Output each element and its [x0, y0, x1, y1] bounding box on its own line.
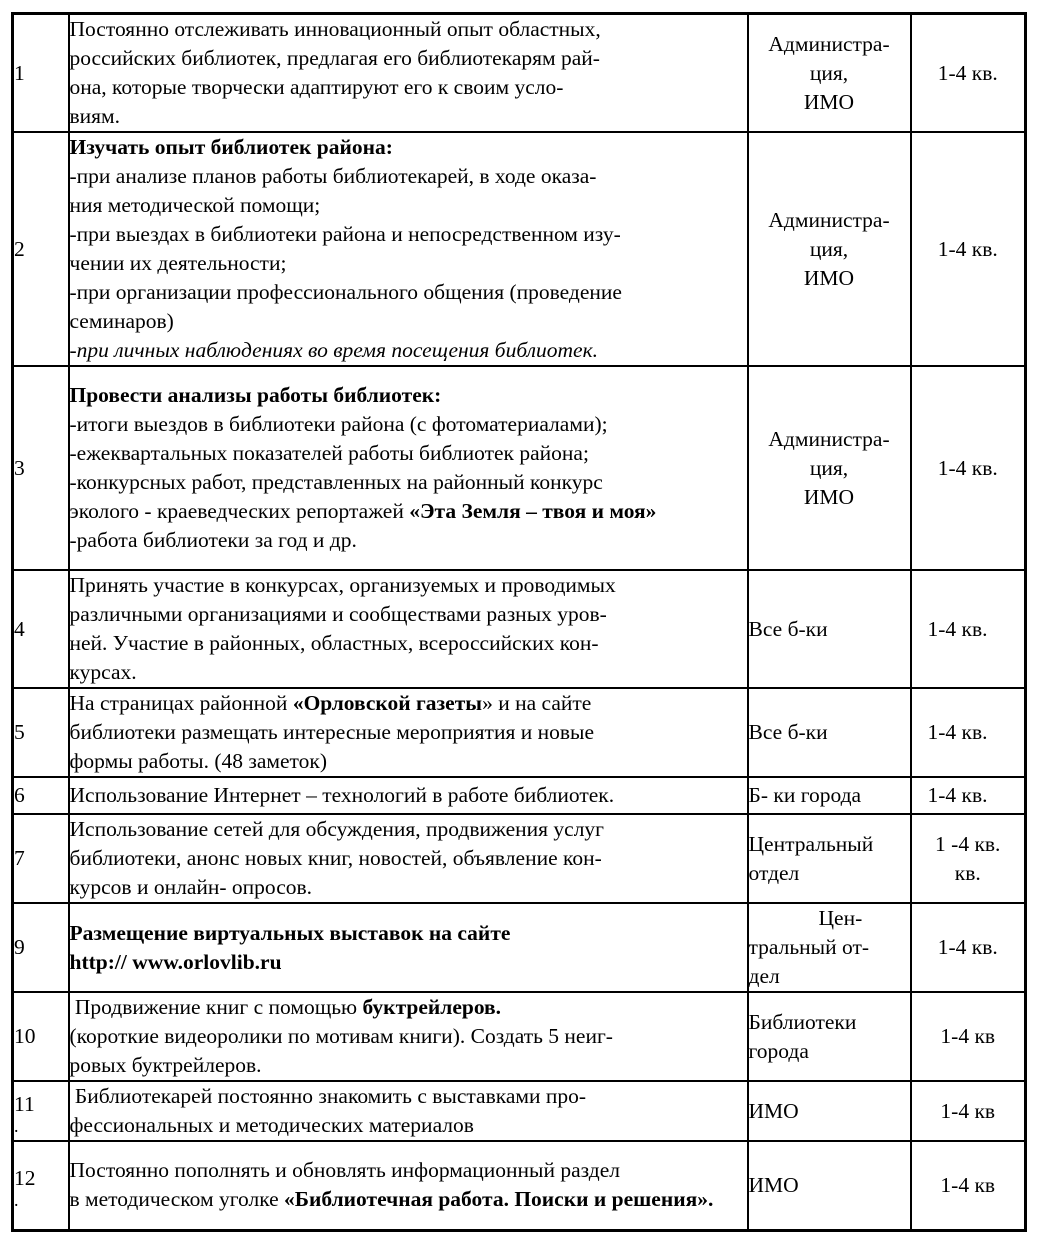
contest-title: «Эта Земля – твоя и моя»	[409, 499, 657, 523]
task-description: Постоянно пополнять и обновлять информационный раздел в методическом уголке «Библиотечная работа. Поиски и решения».	[69, 1141, 748, 1230]
row-number: 1	[13, 14, 69, 133]
row-number: 6	[13, 777, 69, 814]
period: 1-4 кв.	[911, 777, 1026, 814]
responsible-party: Все б-ки	[748, 688, 911, 777]
table-row	[13, 688, 1026, 777]
table-row	[13, 570, 1026, 688]
row-number: 4	[13, 570, 69, 688]
table-row	[13, 366, 1026, 570]
table-row	[13, 903, 1026, 992]
responsible-party: ИМО	[748, 1081, 911, 1141]
table-row	[13, 132, 1026, 366]
period: 1-4 кв.	[911, 903, 1026, 992]
responsible-party: Цен- тральный от- дел	[748, 903, 911, 992]
task-description: Библиотекарей постоянно знакомить с выставками про- фессиональных и методических материалов	[69, 1081, 748, 1141]
period: 1-4 кв.	[911, 366, 1026, 570]
row-number: 7	[13, 814, 69, 903]
corner-title: «Библиотечная работа. Поиски и решения»	[284, 1187, 708, 1212]
responsible-party: Центральный отдел	[748, 814, 911, 903]
row-number: 5	[13, 688, 69, 777]
period: 1-4 кв.	[911, 570, 1026, 688]
site-url: http:// www.orlovlib.ru	[69, 949, 282, 974]
row-number: 11 .	[13, 1081, 69, 1141]
table-row	[13, 14, 1026, 133]
task-description: Провести анализы работы библиотек: -итоги выездов в библиотеки района (с фотоматериалами); -ежеквартальных показателей работы библиотек района; -конкурсных работ, представленных на районный конкурс эколого - краеведческих репортажей «Эта Земля – твоя и моя» -работа библиотеки за год и др.	[69, 366, 748, 570]
task-description: Размещение виртуальных выставок на сайте http:// www.orlovlib.ru	[69, 903, 748, 992]
table-row	[13, 992, 1026, 1081]
responsible-party: Администра- ция, ИМО	[748, 132, 911, 366]
table-row	[13, 1081, 1026, 1141]
task-description: Изучать опыт библиотек района: -при анализе планов работы библиотекарей, в ходе оказа- ния методической помощи; -при выездах в библиотеки района и непосредственном изу- чении их деятельности; -при организации профессионального общения (проведение семинаров) -при личных наблюдениях во время посещения библиотек.	[69, 132, 748, 366]
row-number: 9	[13, 903, 69, 992]
responsible-party: Администра- ция, ИМО	[748, 366, 911, 570]
table-row	[13, 1141, 1026, 1230]
newspaper-title: «Орловской газеты	[292, 691, 483, 715]
period: 1-4 кв.	[911, 14, 1026, 133]
task-description: Принять участие в конкурсах, организуемых и проводимых различными организациями и сообществами разных уров- ней. Участие в районных, областных, всероссийских кон- курсах.	[69, 570, 748, 688]
task-description: Постоянно отслеживать инновационный опыт областных, российских библиотек, предлагая его библиотекарям рай- она, которые творчески адаптируют его к своим усло- виям.	[69, 14, 748, 133]
responsible-party: Все б-ки	[748, 570, 911, 688]
table-row	[13, 777, 1026, 814]
responsible-party: Администра- ция, ИМО	[748, 14, 911, 133]
row-number: 12 .	[13, 1141, 69, 1230]
task-description: Использование сетей для обсуждения, продвижения услуг библиотеки, анонс новых книг, новостей, объявление кон- курсов и онлайн- опросов.	[69, 814, 748, 903]
responsible-party: ИМО	[748, 1141, 911, 1230]
period: 1-4 кв.	[911, 688, 1026, 777]
task-description: На страницах районной «Орловской газеты» и на сайте библиотеки размещать интересные мероприятия и новые формы работы. (48 заметок)	[69, 688, 748, 777]
period: 1 -4 кв. кв.	[911, 814, 1026, 903]
responsible-party: Б- ки города	[748, 777, 911, 814]
table-row	[13, 814, 1026, 903]
period: 1-4 кв	[911, 992, 1026, 1081]
row-number: 10	[13, 992, 69, 1081]
period: 1-4 кв	[911, 1141, 1026, 1230]
row-number: 2	[13, 132, 69, 366]
responsible-party: Библиотеки города	[748, 992, 911, 1081]
document-page	[11, 12, 1024, 1232]
work-plan-table	[11, 12, 1027, 1232]
task-description: Продвижение книг с помощью буктрейлеров. (короткие видеоролики по мотивам книги). Создать 5 неиг- ровых буктрейлеров.	[69, 992, 748, 1081]
period: 1-4 кв.	[911, 132, 1026, 366]
period: 1-4 кв	[911, 1081, 1026, 1141]
row-number: 3	[13, 366, 69, 570]
task-description: Использование Интернет – технологий в работе библиотек.	[69, 777, 748, 814]
